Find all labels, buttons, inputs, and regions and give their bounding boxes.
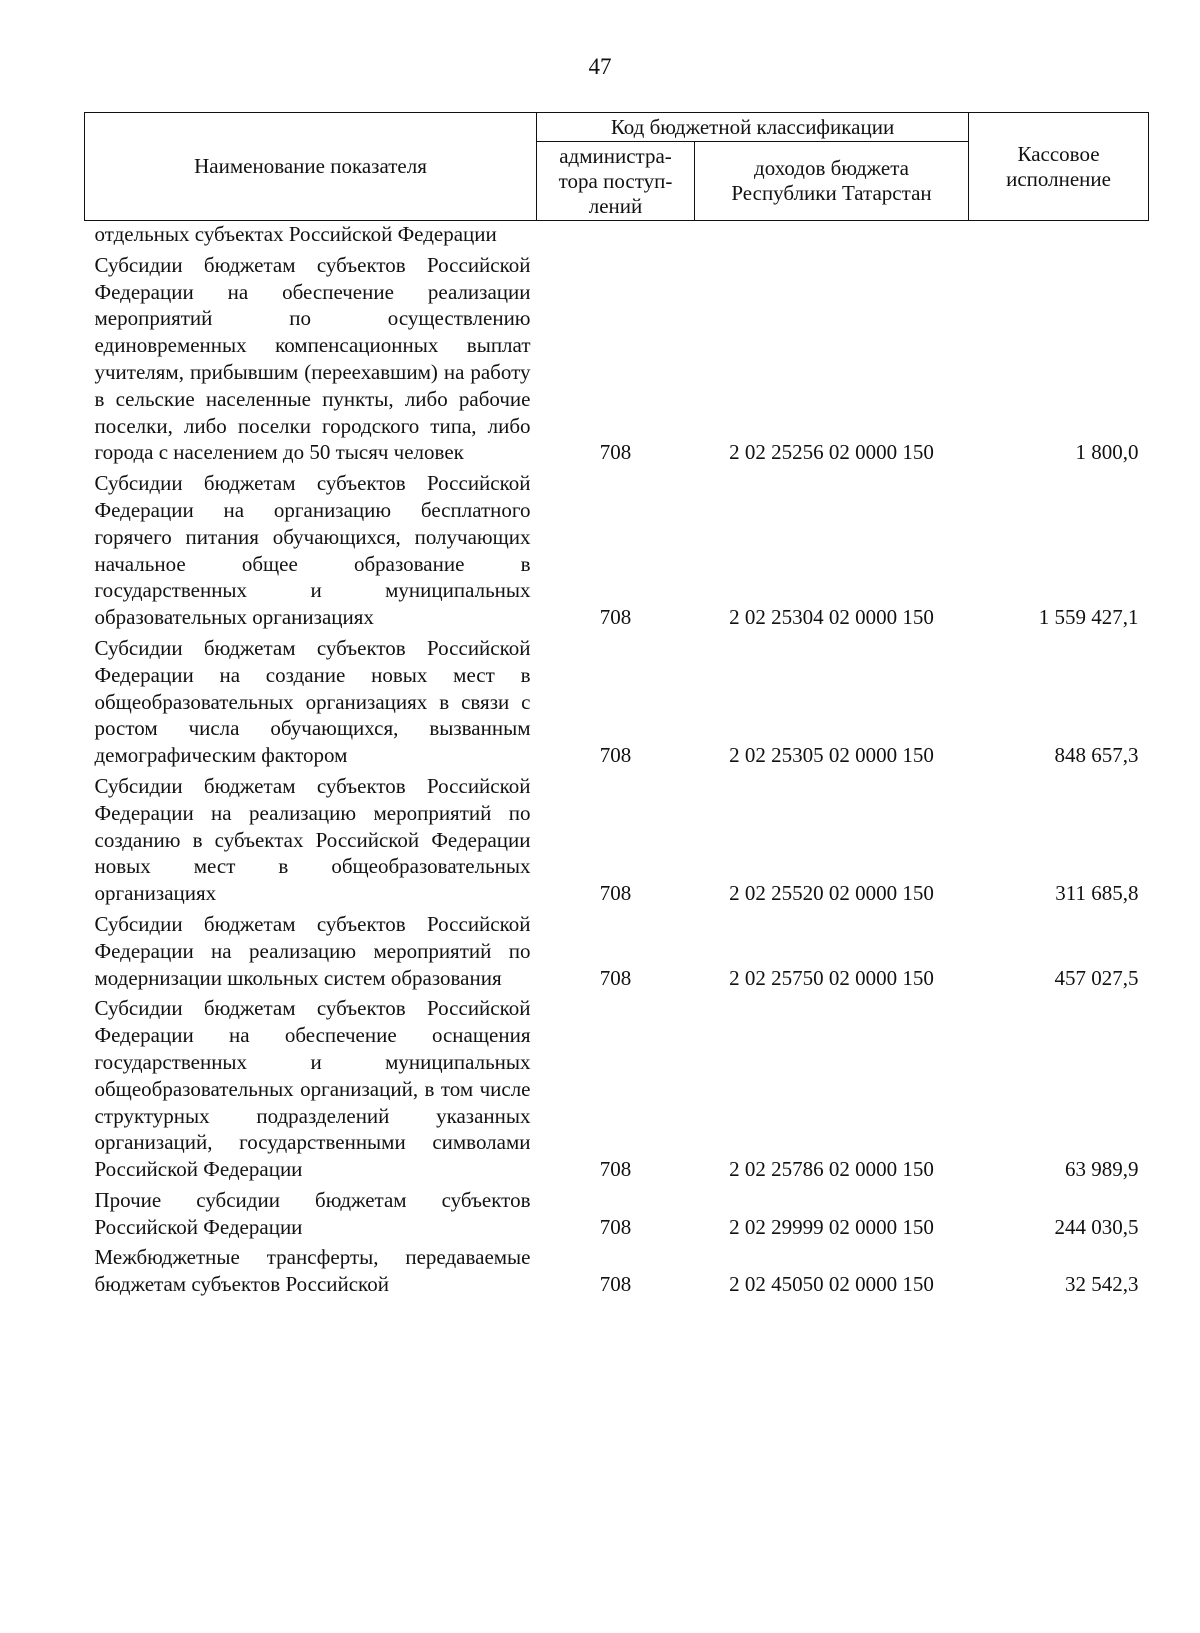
table-row (85, 991, 1149, 1183)
row-cash-amount: 1 800,0 (1075, 440, 1139, 465)
row-administrator-code: 708 (599, 1272, 632, 1297)
page-number: 47 (588, 54, 612, 79)
table-row (85, 248, 1149, 466)
row-indicator-name: Субсидии бюджетам субъектов Российской Федерации на обеспечение оснащения государственных и муниципальных общеобразовательных организаций, в том числе структурных подразделений указанных организаций, государственными символами Российской Федерации (94, 996, 531, 1182)
row-indicator-name: Субсидии бюджетам субъектов Российской Федерации на обеспечение реализации мероприятий по осуществлению единовременных компенсационных выплат учителям, прибывшим (переехавшим) на работу в сельские населенные пункты, либо рабочие поселки, либо поселки городского типа, либо города с населением до 50 тысяч человек (94, 252, 531, 465)
row-cash-amount: 244 030,5 (1054, 1214, 1139, 1239)
row-administrator-code: 708 (599, 1157, 632, 1182)
row-cash-amount: 848 657,3 (1054, 743, 1139, 768)
header-indicator-name: Наименование показателя (85, 113, 537, 221)
row-administrator-code: 708 (599, 440, 632, 465)
header-administrator: администра-тора поступ-лений (537, 142, 695, 221)
row-revenue-code: 2 02 29999 02 0000 150 (729, 1214, 934, 1239)
header-cash-execution: Кассовое исполнение (969, 113, 1149, 221)
row-revenue-code: 2 02 25256 02 0000 150 (729, 440, 934, 465)
header-classification-group: Код бюджетной классификации (537, 113, 969, 142)
row-administrator-code (537, 221, 695, 248)
table-body (85, 221, 1149, 1299)
row-revenue-code: 2 02 25786 02 0000 150 (729, 1157, 934, 1182)
row-revenue-code: 2 02 25520 02 0000 150 (729, 881, 934, 906)
row-cash-amount: 311 685,8 (1055, 881, 1139, 906)
row-administrator-code: 708 (599, 605, 632, 630)
row-revenue-code: 2 02 25304 02 0000 150 (729, 605, 934, 630)
header-revenue-code: доходов бюджета Республики Татарстан (695, 142, 969, 221)
row-revenue-code: 2 02 45050 02 0000 150 (729, 1272, 934, 1297)
row-administrator-code: 708 (599, 881, 632, 906)
row-indicator-name: Субсидии бюджетам субъектов Российской Федерации на организацию бесплатного горячего питания обучающихся, получающих начальное общее образование в государственных и муниципальных образовательных организациях (94, 471, 531, 630)
row-cash-amount: 63 989,9 (1065, 1157, 1139, 1182)
row-indicator-name: Субсидии бюджетам субъектов Российской Федерации на создание новых мест в общеобразовательных организациях в связи с ростом числа обучающихся, вызванным демографическим фактором (94, 635, 531, 768)
row-revenue-code: 2 02 25305 02 0000 150 (729, 743, 934, 768)
row-indicator-name: Субсидии бюджетам субъектов Российской Федерации на реализацию мероприятий по созданию в субъектах Российской Федерации новых мест в общеобразовательных организациях (94, 773, 531, 906)
row-revenue-code: 2 02 25750 02 0000 150 (729, 965, 934, 990)
table-header (85, 113, 1149, 221)
row-administrator-code: 708 (599, 965, 632, 990)
table-row (85, 907, 1149, 991)
row-cash-amount: 1 559 427,1 (1038, 605, 1139, 630)
table-row (85, 1183, 1149, 1241)
row-cash-amount: 32 542,3 (1065, 1272, 1139, 1297)
row-indicator-name: отдельных субъектах Российской Федерации (94, 222, 497, 246)
table-row (85, 221, 1149, 248)
table-row (85, 631, 1149, 769)
row-administrator-code: 708 (599, 743, 632, 768)
table-row (85, 1240, 1149, 1298)
budget-table (84, 112, 1149, 1298)
table-row (85, 466, 1149, 631)
row-indicator-name: Субсидии бюджетам субъектов Российской Федерации на реализацию мероприятий по модернизации школьных систем образования (94, 911, 531, 990)
table-row (85, 769, 1149, 907)
row-cash-amount: 457 027,5 (1054, 965, 1139, 990)
row-indicator-name: Прочие субсидии бюджетам субъектов Российской Федерации (94, 1187, 531, 1239)
row-administrator-code: 708 (599, 1214, 632, 1239)
row-cash-amount (969, 221, 1149, 248)
row-revenue-code (695, 221, 969, 248)
row-indicator-name: Межбюджетные трансферты, передаваемые бюджетам субъектов Российской (94, 1245, 531, 1297)
